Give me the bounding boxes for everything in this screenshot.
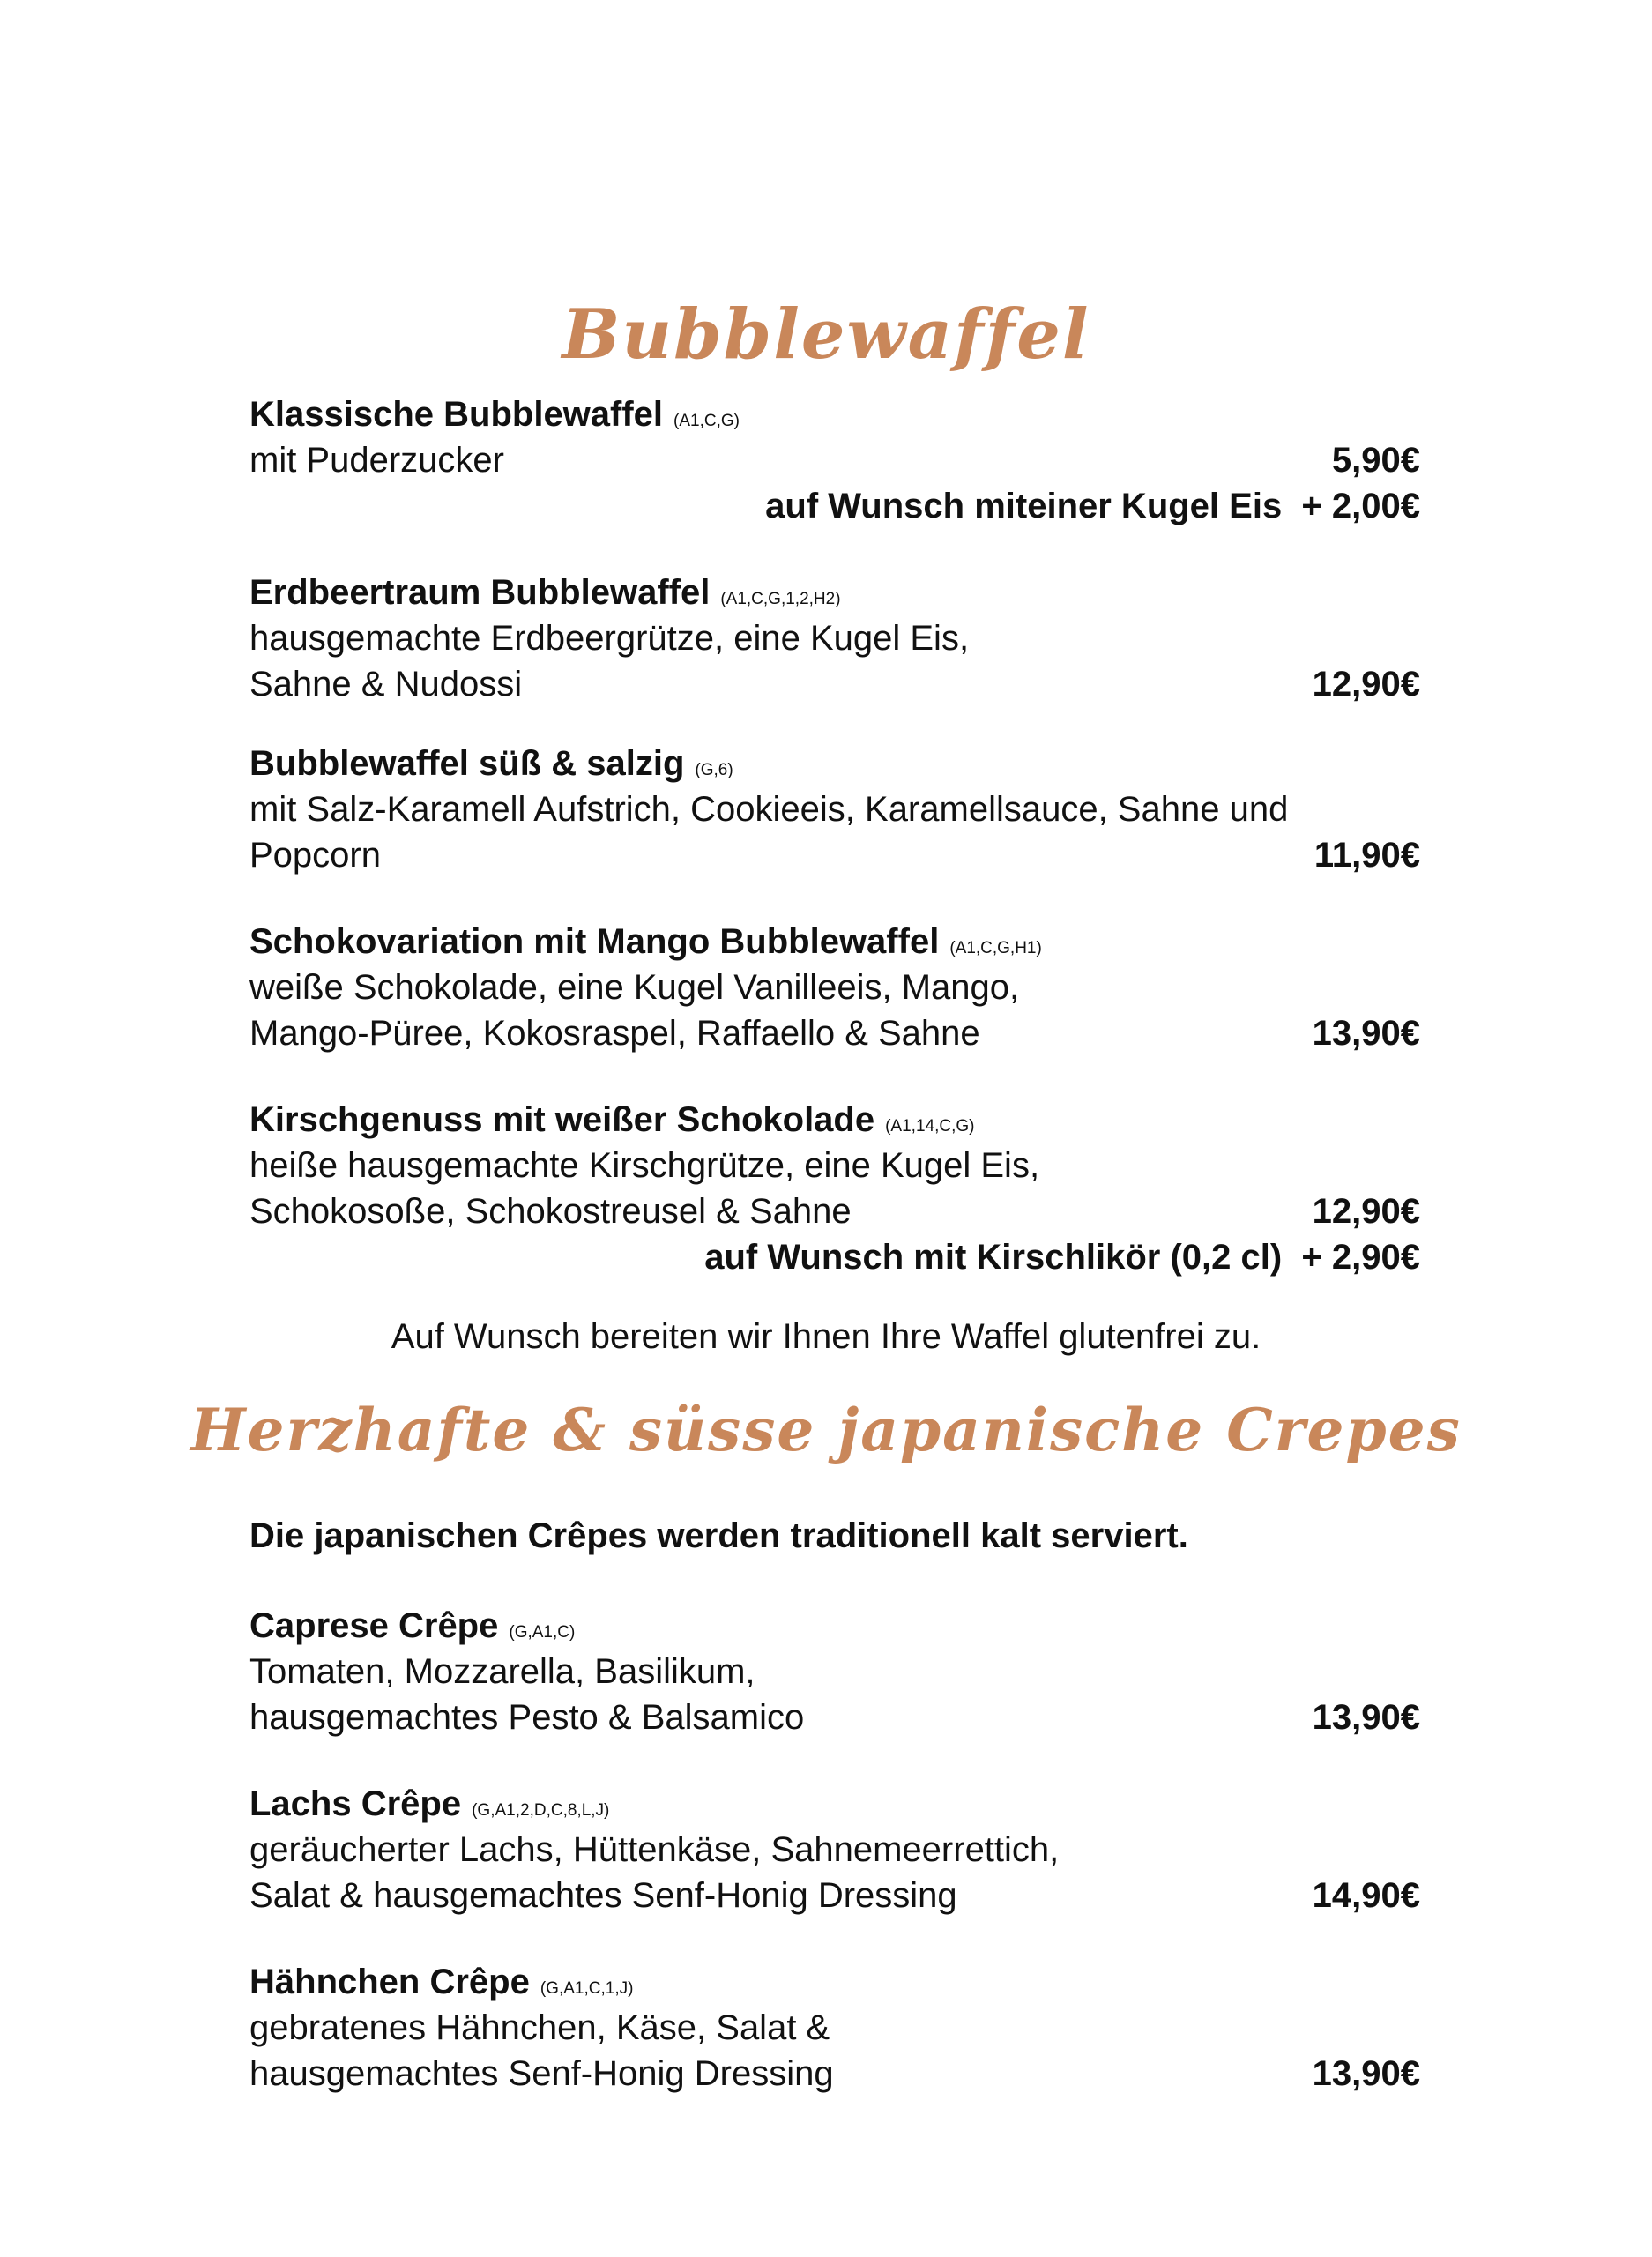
item-description: mit Puderzucker [249, 441, 504, 480]
item-name: Kirschgenuss mit weißer Schokolade [249, 1100, 875, 1139]
menu-item-extra-row [249, 483, 1420, 529]
item-description: weiße Schokolade, eine Kugel Vanilleeis, Mango, [249, 968, 1020, 1007]
menu-item-desc-row [249, 1873, 1420, 1918]
item-price: 11,90€ [1313, 836, 1420, 875]
menu-item-desc-row [249, 1649, 1420, 1695]
menu-item-name-row [249, 1603, 1420, 1649]
menu-item-desc-row [249, 1143, 1420, 1188]
item-allergens: (G,6) [695, 761, 733, 779]
item-description: mit Salz-Karamell Aufstrich, Cookieeis, Karamellsauce, Sahne und [249, 790, 1289, 829]
item-allergens: (G,A1,2,D,C,8,L,J) [472, 1801, 610, 1820]
item-name: Bubblewaffel süß & salzig [249, 744, 685, 783]
item-description: Sahne & Nudossi [249, 665, 523, 704]
menu-item-name-row [249, 1781, 1420, 1827]
item-price: 14,90€ [1312, 1876, 1420, 1915]
menu-item-name-row [249, 1097, 1420, 1143]
item-allergens: (A1,C,G,H1) [949, 939, 1042, 957]
item-name: Hähnchen Crêpe [249, 1963, 530, 2001]
item-price: 12,90€ [1312, 665, 1420, 704]
item-description: Mango-Püree, Kokosraspel, Raffaello & Sahne [249, 1014, 980, 1053]
menu-item-desc-row [249, 2051, 1420, 2097]
item-allergens: (A1,C,G,1,2,H2) [720, 590, 841, 608]
item-price: 12,90€ [1312, 1192, 1420, 1231]
item-name: Erdbeertraum Bubblewaffel [249, 573, 711, 612]
item-description: geräucherter Lachs, Hüttenkäse, Sahnemeerrettich, [249, 1830, 1060, 1869]
item-price: 13,90€ [1312, 1698, 1420, 1737]
menu-item-desc-row [249, 965, 1420, 1010]
menu-item-desc-row [249, 437, 1420, 483]
item-description: gebratenes Hähnchen, Käse, Salat & [249, 2008, 830, 2047]
menu-item-desc-row [249, 1010, 1420, 1056]
item-price: 5,90€ [1331, 441, 1420, 480]
item-price: 13,90€ [1312, 1014, 1420, 1053]
menu-item-name-row [249, 741, 1420, 786]
menu-item-name-row [249, 391, 1420, 437]
item-description: heiße hausgemachte Kirschgrütze, eine Kugel Eis, [249, 1146, 1040, 1185]
item-name: Klassische Bubblewaffel [249, 395, 664, 434]
menu-item-desc-row [249, 1827, 1420, 1873]
menu-item-desc-row [249, 661, 1420, 707]
menu-item-desc-row [249, 615, 1420, 661]
item-allergens: (A1,C,G) [673, 412, 740, 430]
item-name: Lachs Crêpe [249, 1784, 462, 1823]
section-title-crepes: Herzhafte & süsse japanische Crepes [190, 1396, 1462, 1464]
item-extra-option: auf Wunsch miteiner Kugel Eis + 2,00€ [765, 487, 1420, 525]
item-allergens: (G,A1,C,1,J) [540, 1979, 634, 1998]
item-description: hausgemachtes Senf-Honig Dressing [249, 2054, 834, 2093]
item-description: Schokosoße, Schokostreusel & Sahne [249, 1192, 852, 1231]
menu-item-desc-row [249, 2005, 1420, 2051]
section-title-bubblewaffel: Bubblewaffel [562, 294, 1090, 375]
item-description: Popcorn [249, 836, 381, 875]
item-allergens: (G,A1,C) [509, 1623, 576, 1642]
menu-item-desc-row [249, 832, 1420, 878]
menu-item-name-row [249, 919, 1420, 965]
item-name: Schokovariation mit Mango Bubblewaffel [249, 922, 940, 961]
item-description: Tomaten, Mozzarella, Basilikum, [249, 1652, 755, 1691]
crepes-intro: Die japanischen Crêpes werden traditionell kalt serviert. [249, 1516, 1188, 1555]
item-name: Caprese Crêpe [249, 1606, 499, 1645]
menu-item-name-row [249, 1959, 1420, 2005]
item-price: 13,90€ [1312, 2054, 1420, 2093]
item-description: hausgemachtes Pesto & Balsamico [249, 1698, 805, 1737]
menu-item-name-row [249, 570, 1420, 615]
menu-item-desc-row [249, 1188, 1420, 1234]
item-extra-option: auf Wunsch mit Kirschlikör (0,2 cl) + 2,90€ [704, 1238, 1420, 1277]
menu-item-extra-row [249, 1234, 1420, 1280]
item-description: Salat & hausgemachtes Senf-Honig Dressing [249, 1876, 957, 1915]
item-allergens: (A1,14,C,G) [885, 1117, 975, 1136]
menu-item-desc-row [249, 1695, 1420, 1740]
gluten-free-note: Auf Wunsch bereiten wir Ihnen Ihre Waffel glutenfrei zu. [391, 1317, 1261, 1356]
menu-item-desc-row [249, 786, 1420, 832]
item-description: hausgemachte Erdbeergrütze, eine Kugel Eis, [249, 619, 970, 658]
